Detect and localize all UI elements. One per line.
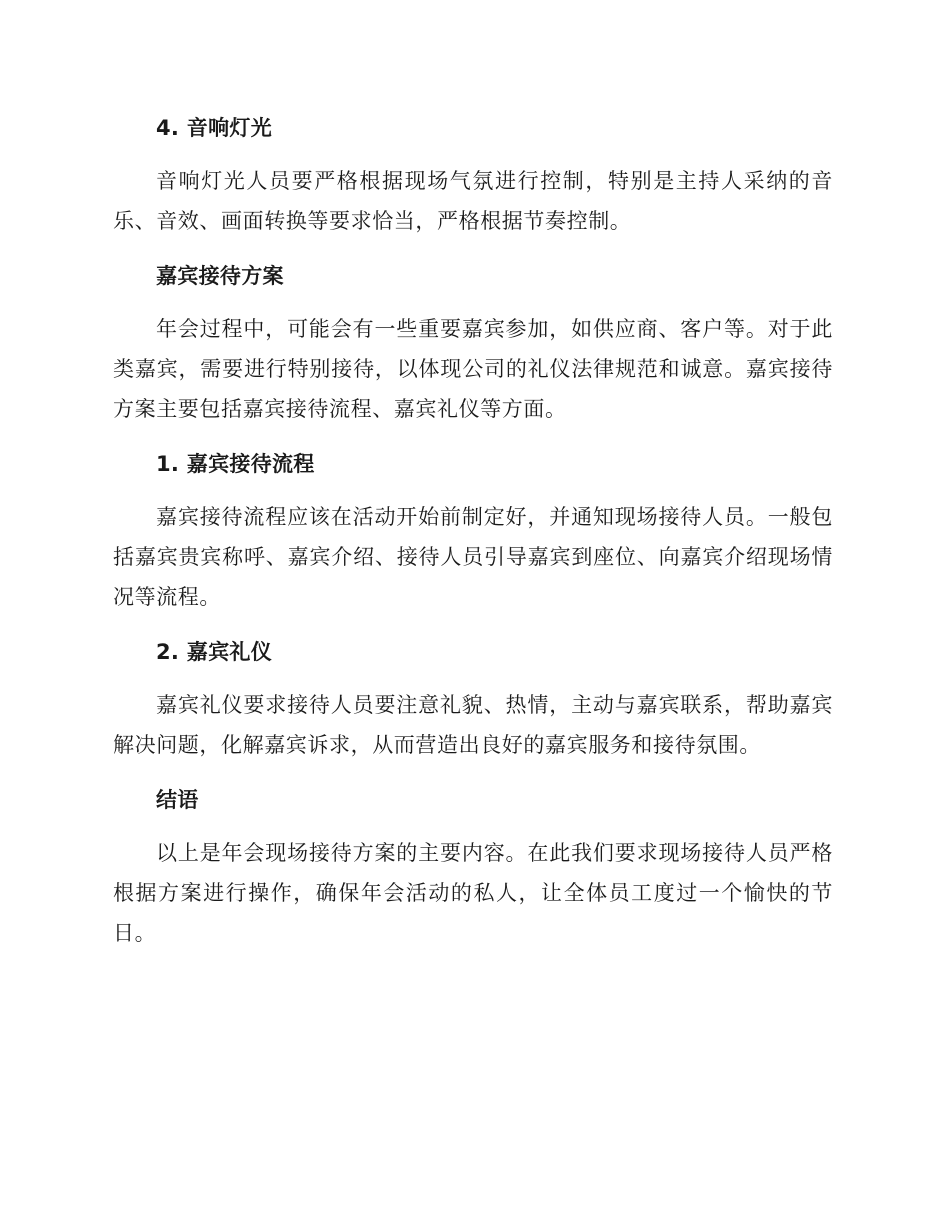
- section-heading-guest-reception-plan: 嘉宾接待方案: [156, 264, 284, 288]
- section-paragraph-audio-lighting: 音响灯光人员要严格根据现场气氛进行控制，特别是主持人采纳的音乐、音效、画面转换等要求恰当，严格根据节奏控制。: [113, 169, 833, 233]
- section-paragraph-guest-reception-process: 嘉宾接待流程应该在活动开始前制定好，并通知现场接待人员。一般包括嘉宾贵宾称呼、嘉宾介绍、接待人员引导嘉宾到座位、向嘉宾介绍现场情况等流程。: [113, 505, 833, 609]
- section-heading-audio-lighting: 4. 音响灯光: [156, 116, 272, 140]
- section-heading-guest-reception-process: 1. 嘉宾接待流程: [156, 452, 315, 476]
- section-heading-conclusion: 结语: [156, 788, 199, 812]
- section-paragraph-conclusion: 以上是年会现场接待方案的主要内容。在此我们要求现场接待人员严格根据方案进行操作，确保年会活动的私人，让全体员工度过一个愉快的节日。: [113, 841, 833, 945]
- section-heading-guest-etiquette: 2. 嘉宾礼仪: [156, 640, 272, 664]
- document-body: [113, 107, 833, 967]
- section-paragraph-guest-reception-plan: 年会过程中，可能会有一些重要嘉宾参加，如供应商、客户等。对于此类嘉宾，需要进行特别接待，以体现公司的礼仪法律规范和诚意。嘉宾接待方案主要包括嘉宾接待流程、嘉宾礼仪等方面。: [113, 317, 833, 421]
- section-paragraph-guest-etiquette: 嘉宾礼仪要求接待人员要注意礼貌、热情，主动与嘉宾联系，帮助嘉宾解决问题，化解嘉宾诉求，从而营造出良好的嘉宾服务和接待氛围。: [113, 693, 833, 757]
